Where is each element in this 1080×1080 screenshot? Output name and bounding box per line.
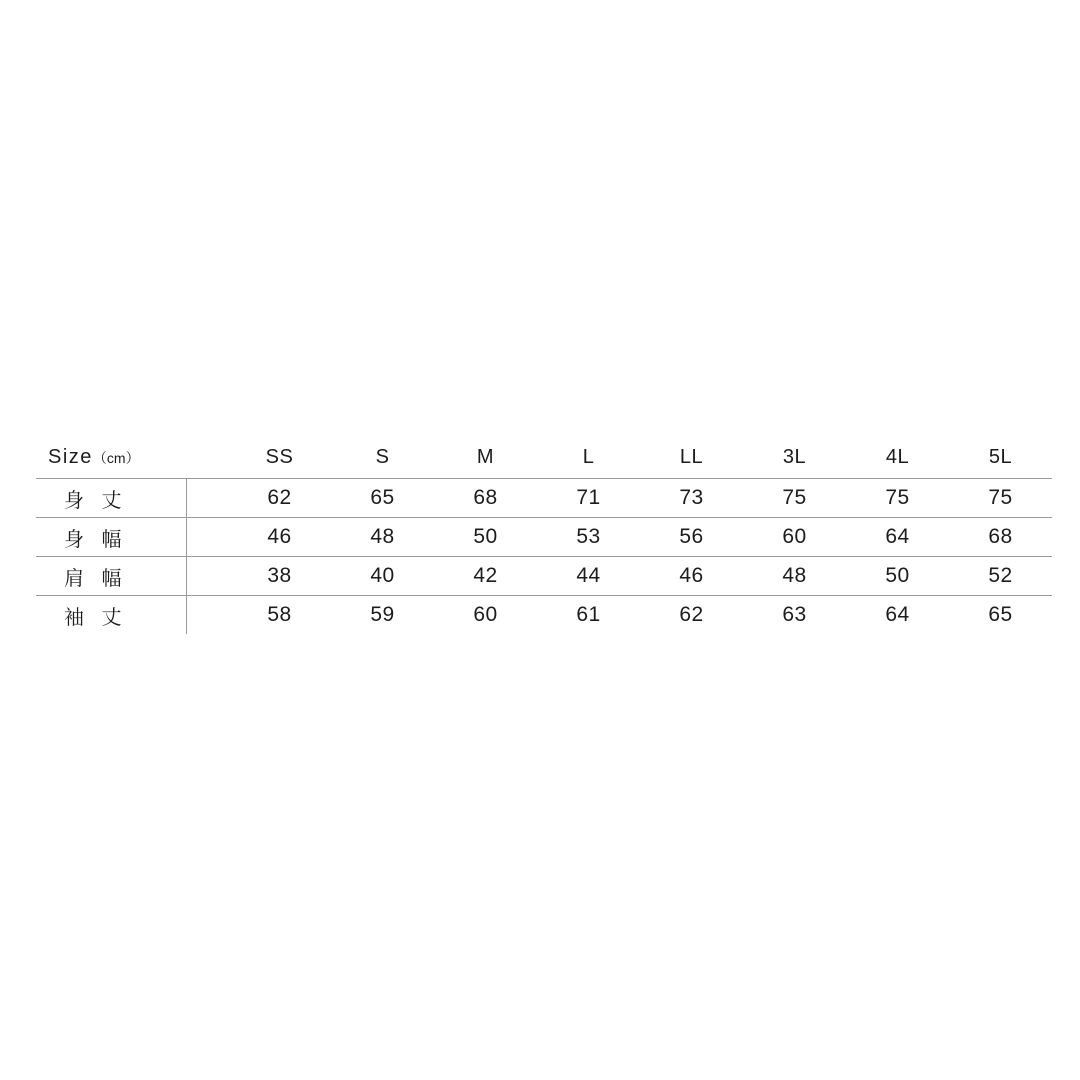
- cell-sleeve-length-ss: 58: [267, 603, 292, 626]
- row-label-shoulder-width: 肩 幅: [36, 557, 186, 596]
- cell-body-length-s: 65: [331, 479, 434, 518]
- column-header-s: S: [331, 438, 434, 479]
- column-header-3l: 3L: [743, 438, 846, 479]
- column-header-l: L: [537, 438, 640, 479]
- cell-sleeve-length-3l: 63: [782, 603, 807, 626]
- row-spacer-cell: [186, 596, 228, 635]
- cell-shoulder-width-3l: 48: [743, 557, 846, 596]
- column-header-5l: 5L: [949, 438, 1052, 479]
- column-header-ss: SS: [228, 438, 331, 479]
- table-row: [36, 557, 1052, 596]
- size-title-cell: [36, 438, 186, 479]
- cell-shoulder-width-s: 40: [331, 557, 434, 596]
- table-row: [36, 479, 1052, 518]
- cell-body-length-4l: 75: [846, 479, 949, 518]
- row-label-body-width: 身 幅: [36, 518, 186, 557]
- cell-shoulder-width-l: 44: [537, 557, 640, 596]
- row-spacer-cell: [186, 479, 228, 518]
- cell-body-length-ss: 62: [228, 479, 331, 518]
- cell-sleeve-length-4l: 64: [885, 603, 910, 626]
- cell-body-length-5l: 75: [949, 479, 1052, 518]
- table-row: [36, 518, 1052, 557]
- cell-body-width-ll: 56: [640, 518, 743, 557]
- cell-body-length-m: 68: [434, 479, 537, 518]
- header-spacer-cell: [186, 438, 228, 479]
- cell-body-length-ll: 73: [640, 479, 743, 518]
- cell-shoulder-width-ll: 46: [640, 557, 743, 596]
- cell-sleeve-length-l: 61: [576, 603, 601, 626]
- size-title-label: Size: [48, 445, 93, 468]
- cell-body-width-m: 50: [434, 518, 537, 557]
- cell-shoulder-width-ss: 38: [228, 557, 331, 596]
- cell-shoulder-width-4l: 50: [846, 557, 949, 596]
- column-header-ll: LL: [640, 438, 743, 479]
- cell-shoulder-width-5l: 52: [949, 557, 1052, 596]
- cell-sleeve-length-m: 60: [473, 603, 498, 626]
- row-label-body-length: 身 丈: [36, 479, 186, 518]
- cell-sleeve-length-ll: 62: [679, 603, 704, 626]
- cell-body-width-l: 53: [537, 518, 640, 557]
- column-header-4l: 4L: [846, 438, 949, 479]
- cell-shoulder-width-m: 42: [434, 557, 537, 596]
- cell-body-length-3l: 75: [743, 479, 846, 518]
- cell-sleeve-length-5l: 65: [988, 603, 1013, 626]
- table-row: [36, 596, 1052, 635]
- cell-body-length-l: 71: [537, 479, 640, 518]
- row-spacer-cell: [186, 557, 228, 596]
- cell-sleeve-length-s: 59: [370, 603, 395, 626]
- cell-body-width-s: 48: [331, 518, 434, 557]
- size-unit-label: （cm）: [92, 449, 140, 466]
- cell-body-width-ss: 46: [228, 518, 331, 557]
- size-chart: [36, 438, 1048, 634]
- cell-body-width-3l: 60: [743, 518, 846, 557]
- size-table: [36, 438, 1052, 634]
- table-header-row: [36, 438, 1052, 479]
- column-header-m: M: [434, 438, 537, 479]
- row-spacer-cell: [186, 518, 228, 557]
- row-label-sleeve-length: 袖 丈: [36, 596, 186, 635]
- cell-body-width-4l: 64: [846, 518, 949, 557]
- cell-body-width-5l: 68: [949, 518, 1052, 557]
